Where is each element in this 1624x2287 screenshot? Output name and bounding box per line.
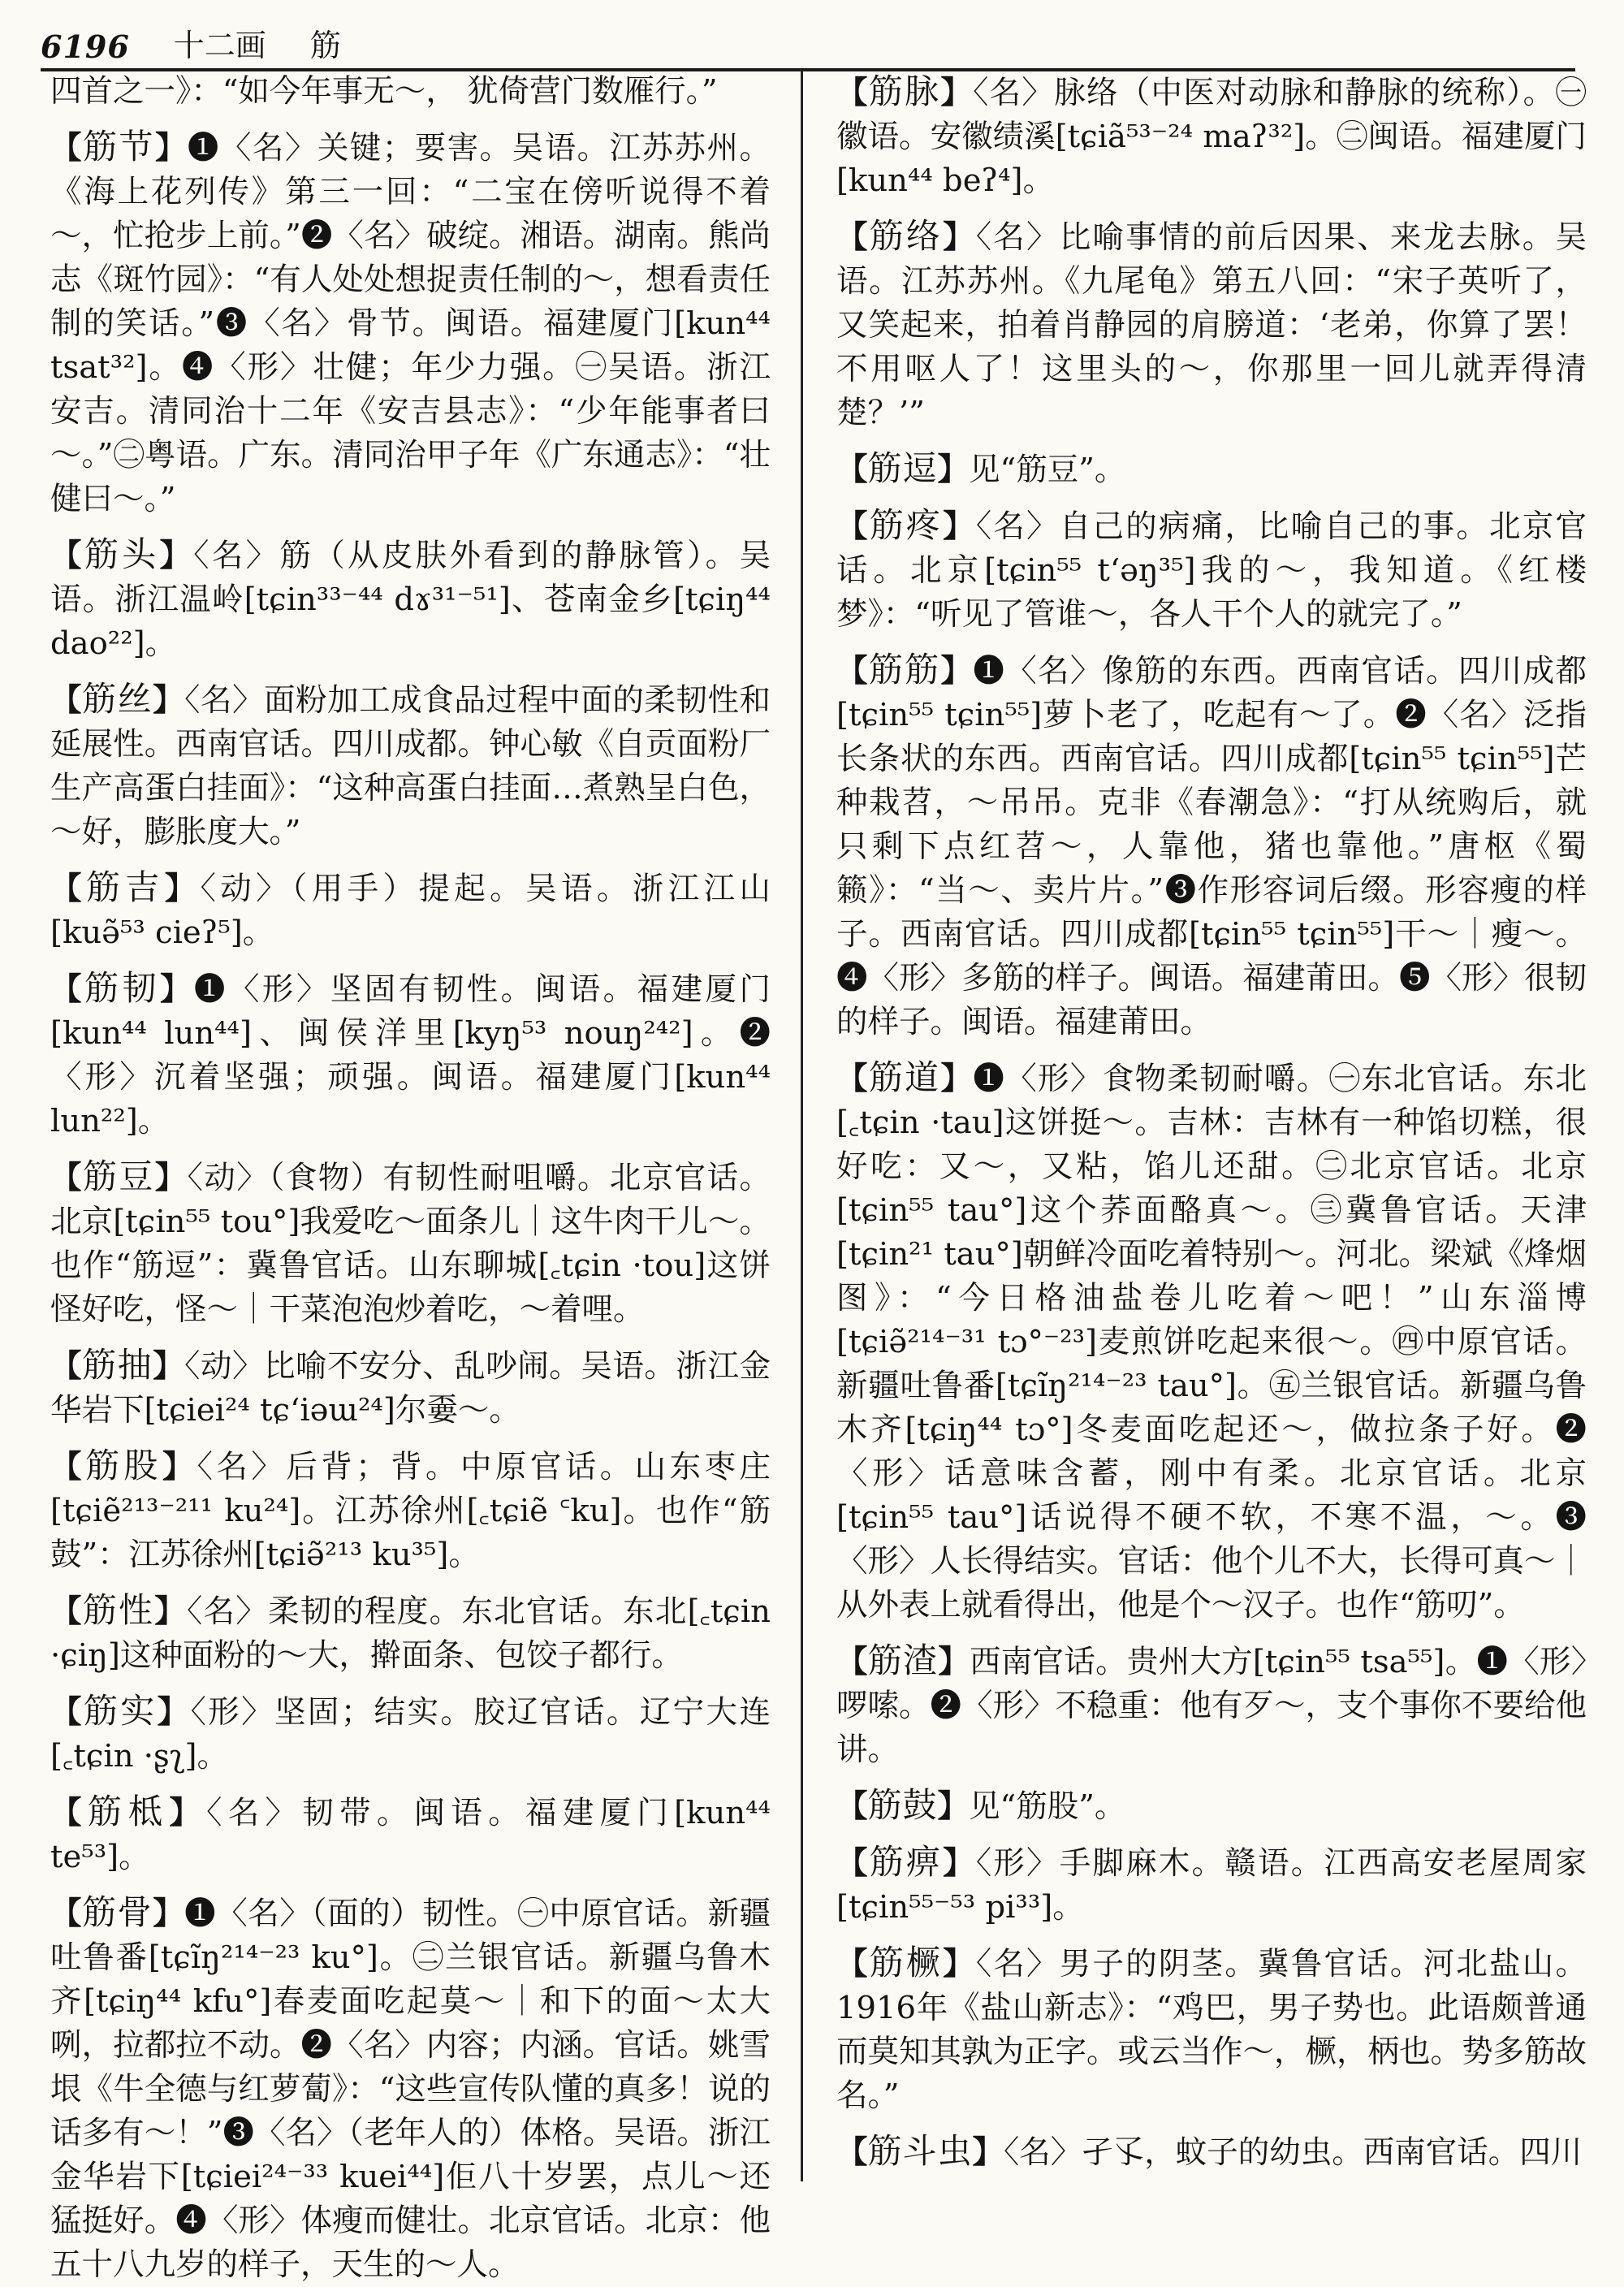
- bracket-open: 【: [836, 508, 870, 545]
- dictionary-entry: [836, 1056, 1587, 1628]
- entry-headword: 筋豆: [82, 1156, 155, 1196]
- entry-definition: 见“筋豆”。: [969, 452, 1126, 488]
- bracket-close: 】: [157, 1694, 191, 1731]
- entry-definition: 〈动〉（用手）提起。吴语。浙江江山[kuə̃⁵³ cieʔ⁵]。: [50, 871, 771, 951]
- bracket-open: 【: [836, 1946, 870, 1982]
- entry-headword: 筋股: [84, 1446, 162, 1485]
- dictionary-entry: [836, 2129, 1587, 2175]
- bracket-close: 】: [937, 1788, 970, 1825]
- dictionary-entry: [50, 966, 771, 1144]
- entry-headword: 筋鼓: [867, 1785, 938, 1825]
- dictionary-entry: [836, 447, 1587, 492]
- bracket-open: 【: [836, 1644, 868, 1680]
- bracket-close: 】: [937, 452, 970, 488]
- left-column: [50, 70, 771, 2283]
- bracket-close: 】: [169, 1795, 207, 1831]
- entry-definition: 〈名〉柔韧的程度。东北官话。东北[꜀tɕin ·ɕiŋ]这种面粉的～大，擀面条、包饺子都行。: [50, 1593, 771, 1674]
- bracket-close: 】: [972, 2134, 1004, 2171]
- bracket-open: 【: [836, 452, 868, 488]
- entry-headword: 筋柢: [87, 1792, 170, 1831]
- entry-definition: 见“筋股”。: [969, 1788, 1126, 1825]
- head-character: 筋: [309, 28, 341, 63]
- entry-definition: ❶〈形〉坚固有韧性。闽语。福建厦门[kun⁴⁴ lun⁴⁴]、闽侯洋里[kyŋ⁵³ nouŋ²⁴²]。❷〈形〉沉着坚强；顽强。闽语。福建厦门[kun⁴⁴ lun²²]。: [50, 971, 771, 1139]
- bracket-open: 【: [50, 1593, 83, 1630]
- entry-definition: 四首之一》：“如今年事无～， 犹倚营门数雁行。”: [50, 73, 718, 110]
- dictionary-entry: [836, 1840, 1587, 1930]
- dictionary-entry: [50, 1589, 771, 1678]
- entry-headword: 筋橛: [869, 1943, 944, 1982]
- entry-headword: 筋性: [82, 1590, 155, 1630]
- entry-headword: 筋道: [868, 1057, 941, 1097]
- entry-headword: 筋渣: [867, 1641, 939, 1680]
- bracket-close: 】: [940, 1061, 974, 1097]
- bracket-open: 【: [50, 1694, 84, 1731]
- bracket-close: 】: [153, 682, 185, 719]
- entry-definition: 〈名〉孑孓，蚊子的幼虫。西南官话。四川: [1004, 2134, 1583, 2171]
- bracket-close: 】: [940, 653, 974, 690]
- entry-headword: 筋筋: [868, 650, 941, 690]
- bracket-open: 【: [836, 653, 869, 690]
- bracket-open: 【: [50, 130, 83, 166]
- entry-headword: 筋脉: [868, 71, 941, 111]
- bracket-open: 【: [50, 871, 86, 907]
- page-number: 6196: [41, 28, 130, 65]
- entry-definition: 〈动〉（食物）有韧性耐咀嚼。北京官话。北京[tɕin⁵⁵ tou°]我爱吃～面条儿｜这牛肉干儿～。也作“筋逗”：冀鲁官话。山东聊城[꜀tɕin ·tou]这饼怪好吃，怪～｜干菜泡泡炒着吃，～着哩。: [50, 1160, 771, 1328]
- stroke-section: 十二画: [173, 28, 266, 63]
- dictionary-entry: [836, 648, 1587, 1044]
- dictionary-entry: [50, 1790, 771, 1879]
- entry-definition: 〈形〉坚固；结实。胶辽官话。辽宁大连[꜀tɕin ·ʂʅ]。: [50, 1694, 771, 1775]
- dictionary-entry: [50, 1444, 771, 1577]
- bracket-close: 】: [943, 1845, 976, 1882]
- entry-definition: ❶〈名〉像筋的东西。西南官话。四川成都[tɕin⁵⁵ tɕin⁵⁵]萝卜老了，吃起有～了。❷〈名〉泛指长条状的东西。西南官话。四川成都[tɕin⁵⁵ tɕin⁵⁵]芒种栽苕，～吊吊。克非《春潮急》：“打从统购后，就只剩下点红苕～，人靠他，猪也靠他。”唐枢《蜀籁》：“当～、卖片片。”❸作形容词后缀。形容瘦的样子。西南官话。四川成都[tɕin⁵⁵ tɕin⁵⁵]干～｜瘦～。❹〈形〉多筋的样子。闽语。福建莆田。❺〈形〉很韧的样子。闽语。福建莆田。: [836, 653, 1587, 1040]
- entry-headword: 筋痹: [869, 1842, 944, 1882]
- bracket-close: 】: [153, 1348, 185, 1385]
- bracket-open: 【: [836, 75, 869, 111]
- bracket-open: 【: [50, 1348, 83, 1385]
- dictionary-entry: [836, 504, 1587, 637]
- bracket-close: 】: [938, 1644, 970, 1680]
- dictionary-entry: [50, 1891, 771, 2287]
- entry-headword: 筋络: [869, 216, 944, 256]
- bracket-open: 【: [50, 682, 83, 719]
- bracket-open: 【: [836, 1788, 868, 1825]
- bracket-open: 【: [836, 2134, 868, 2171]
- dictionary-entry: [50, 1689, 771, 1779]
- bracket-close: 】: [154, 1593, 187, 1630]
- continued-text: [50, 70, 771, 114]
- entry-headword: 筋韧: [84, 968, 160, 1008]
- page-header: [41, 15, 1575, 71]
- entry-definition: 〈名〉后背；背。中原官话。山东枣庄[tɕiẽ²¹³⁻²¹¹ ku²⁴]。江苏徐州[꜀tɕiẽ ꜂ku]。也作“筋鼓”：江苏徐州[tɕiə̃²¹³ ku³⁵]。: [50, 1449, 771, 1573]
- dictionary-entry: [50, 1155, 771, 1332]
- bracket-close: 】: [943, 508, 976, 545]
- bracket-open: 【: [50, 971, 84, 1008]
- bracket-close: 】: [154, 130, 188, 166]
- dictionary-entry: [836, 214, 1587, 435]
- entry-headword: 筋节: [82, 127, 155, 166]
- bracket-open: 【: [50, 1449, 85, 1485]
- entry-headword: 筋骨: [82, 1892, 153, 1932]
- bracket-open: 【: [836, 1845, 870, 1882]
- bracket-close: 】: [159, 971, 194, 1008]
- dictionary-entry: [50, 677, 771, 854]
- entry-definition: ❶〈名〉关键；要害。吴语。江苏苏州。《海上花列传》第三一回：“二宝在傍听说得不着～，忙抢步上前。”❷〈名〉破绽。湘语。湖南。熊尚志《斑竹园》：“有人处处想捉责任制的～，想看责任制的笑话。”❸〈名〉骨节。闽语。福建厦门[kun⁴⁴ tsat³²]。❹〈形〉壮健；年少力强。㊀吴语。浙江安吉。清同治十二年《安吉县志》：“少年能事者曰～。”㊁粤语。广东。清同治甲子年《广东通志》：“壮健曰～。”: [50, 130, 771, 517]
- dictionary-entry: [50, 533, 771, 666]
- bracket-open: 【: [50, 1160, 83, 1196]
- dictionary-entry: [836, 1941, 1587, 2118]
- bracket-close: 】: [164, 871, 201, 907]
- dictionary-entry: [50, 1343, 771, 1433]
- entry-headword: 筋逗: [867, 448, 938, 488]
- dictionary-entry: [50, 125, 771, 521]
- entry-definition: 西南官话。贵州大方[tɕin⁵⁵ tsa⁵⁵]。❶〈形〉啰嗦。❷〈形〉不稳重：他有歹～，支个事你不要给他讲。: [836, 1644, 1587, 1768]
- bracket-open: 【: [50, 1896, 83, 1932]
- entry-definition: 〈名〉比喻事情的前后因果、来龙去脉。吴语。江苏苏州。《九尾龟》第五八回：“宋子英听了，又笑起来，拍着肖静园的肩膀道：‘老弟，你算了罢！不用呕人了！这里头的～，你那里一回儿就弄得清楚？’”: [836, 219, 1587, 431]
- dictionary-entry: [836, 70, 1587, 203]
- entry-definition: 〈名〉韧带。闽语。福建厦门[kun⁴⁴ te⁵³]。: [50, 1795, 771, 1875]
- entry-definition: 〈名〉面粉加工成食品过程中面的柔韧性和延展性。西南官话。四川成都。钟心敏《自贡面粉厂生产高蛋白挂面》：“这种高蛋白挂面…煮熟呈白色，～好，膨胀度大。”: [50, 682, 771, 850]
- dictionary-entry: [50, 866, 771, 955]
- bracket-close: 】: [159, 538, 194, 574]
- entry-headword: 筋斗虫: [867, 2131, 973, 2171]
- bracket-open: 【: [50, 1795, 88, 1831]
- bracket-close: 】: [162, 1449, 197, 1485]
- entry-definition: ❶〈形〉食物柔韧耐嚼。㊀东北官话。东北[꜀tɕin ·tau]这饼挺～。吉林：吉林有一种馅切糕，很好吃：又～，又粘，馅儿还甜。㊁北京官话。北京[tɕin⁵⁵ tau°]这个荞面酪真～。㊂冀鲁官话。天津[tɕin²¹ tau°]朝鲜冷面吃着特别～。河北。梁斌《烽烟图》：“今日格油盐卷儿吃着～吧！”山东淄博[tɕiə̃²¹⁴⁻³¹ tɔ°⁻²³]麦煎饼吃起来很～。㊃中原官话。新疆吐鲁番[tɕĩŋ²¹⁴⁻²³ tau°]。㊄兰银官话。新疆乌鲁木齐[tɕiŋ⁴⁴ tɔ°]冬麦面吃起还～，做拉条子好。❷〈形〉话意味含蓄，刚中有柔。北京官话。北京[tɕin⁵⁵ tau°]话说得不硬不软，不寒不温，～。❸〈形〉人长得结实。官话：他个儿不大，长得可真～｜从外表上就看得出，他是个～汉子。也作“筋叨”。: [836, 1061, 1587, 1623]
- entry-headword: 筋实: [83, 1691, 158, 1731]
- entry-definition: 〈名〉脉络（中医对动脉和静脉的统称）。㊀徽语。安徽绩溪[tɕiã⁵³⁻²⁴ maʔ³²]。㊁闽语。福建厦门[kun⁴⁴ beʔ⁴]。: [836, 75, 1587, 199]
- entry-definition: 〈形〉手脚麻木。赣语。江西高安老屋周家[tɕin⁵⁵⁻⁵³ pi³³]。: [836, 1845, 1587, 1926]
- dictionary-entry: [836, 1783, 1587, 1829]
- entry-definition: 〈名〉筋（从皮肤外看到的静脉管）。吴语。浙江温岭[tɕin³³⁻⁴⁴ dɤ³¹⁻⁵¹]、苍南金乡[tɕiŋ⁴⁴ dao²²]。: [50, 538, 771, 662]
- entry-headword: 筋吉: [85, 867, 165, 907]
- entry-headword: 筋丝: [82, 679, 153, 719]
- bracket-close: 】: [153, 1896, 185, 1932]
- entry-headword: 筋疼: [869, 505, 944, 545]
- dictionary-entry: [836, 1639, 1587, 1772]
- entry-headword: 筋抽: [82, 1345, 153, 1385]
- entry-headword: 筋头: [84, 534, 160, 574]
- entry-definition: 〈名〉男子的阴茎。冀鲁官话。河北盐山。1916年《盐山新志》：“鸡巴，男子势也。此语颇普通而莫知其孰为正字。或云当作～，橛，柄也。势多筋故名。”: [836, 1946, 1587, 2114]
- entry-definition: 〈名〉自己的病痛，比喻自己的事。北京官话。北京[tɕin⁵⁵ t‘əŋ³⁵]我的～，我知道。《红楼梦》：“听见了管谁～，各人干个人的就完了。”: [836, 508, 1587, 633]
- bracket-close: 】: [943, 1946, 976, 1982]
- bracket-close: 】: [940, 75, 974, 111]
- right-column: [836, 70, 1587, 2181]
- entry-definition: 〈动〉比喻不安分、乱吵闹。吴语。浙江金华岩下[tɕiei²⁴ tɕ‘iəɯ²⁴]尔嫑～。: [50, 1348, 771, 1429]
- column-divider: [801, 70, 803, 2181]
- entry-definition: ❶〈名〉（面的）韧性。㊀中原官话。新疆吐鲁番[tɕĩŋ²¹⁴⁻²³ ku°]。㊁兰银官话。新疆乌鲁木齐[tɕiŋ⁴⁴ kfu°]春麦面吃起莫～｜和下的面～太大咧，拉都拉不动。❷〈名〉内容；内涵。官话。姚雪垠《牛全德与红萝蔔》：“这些宣传队懂的真多！说的话多有～！”❸〈名〉（老年人的）体格。吴语。浙江金华岩下[tɕiei²⁴⁻³³ kuei⁴⁴]佢八十岁罢，点儿～还猛挺好。❹〈形〉体瘦而健壮。北京官话。北京：他五十八九岁的样子，天生的～人。: [50, 1896, 771, 2283]
- bracket-open: 【: [836, 1061, 869, 1097]
- bracket-open: 【: [50, 538, 84, 574]
- bracket-close: 】: [154, 1160, 188, 1196]
- bracket-open: 【: [836, 219, 870, 256]
- bracket-close: 】: [943, 219, 976, 256]
